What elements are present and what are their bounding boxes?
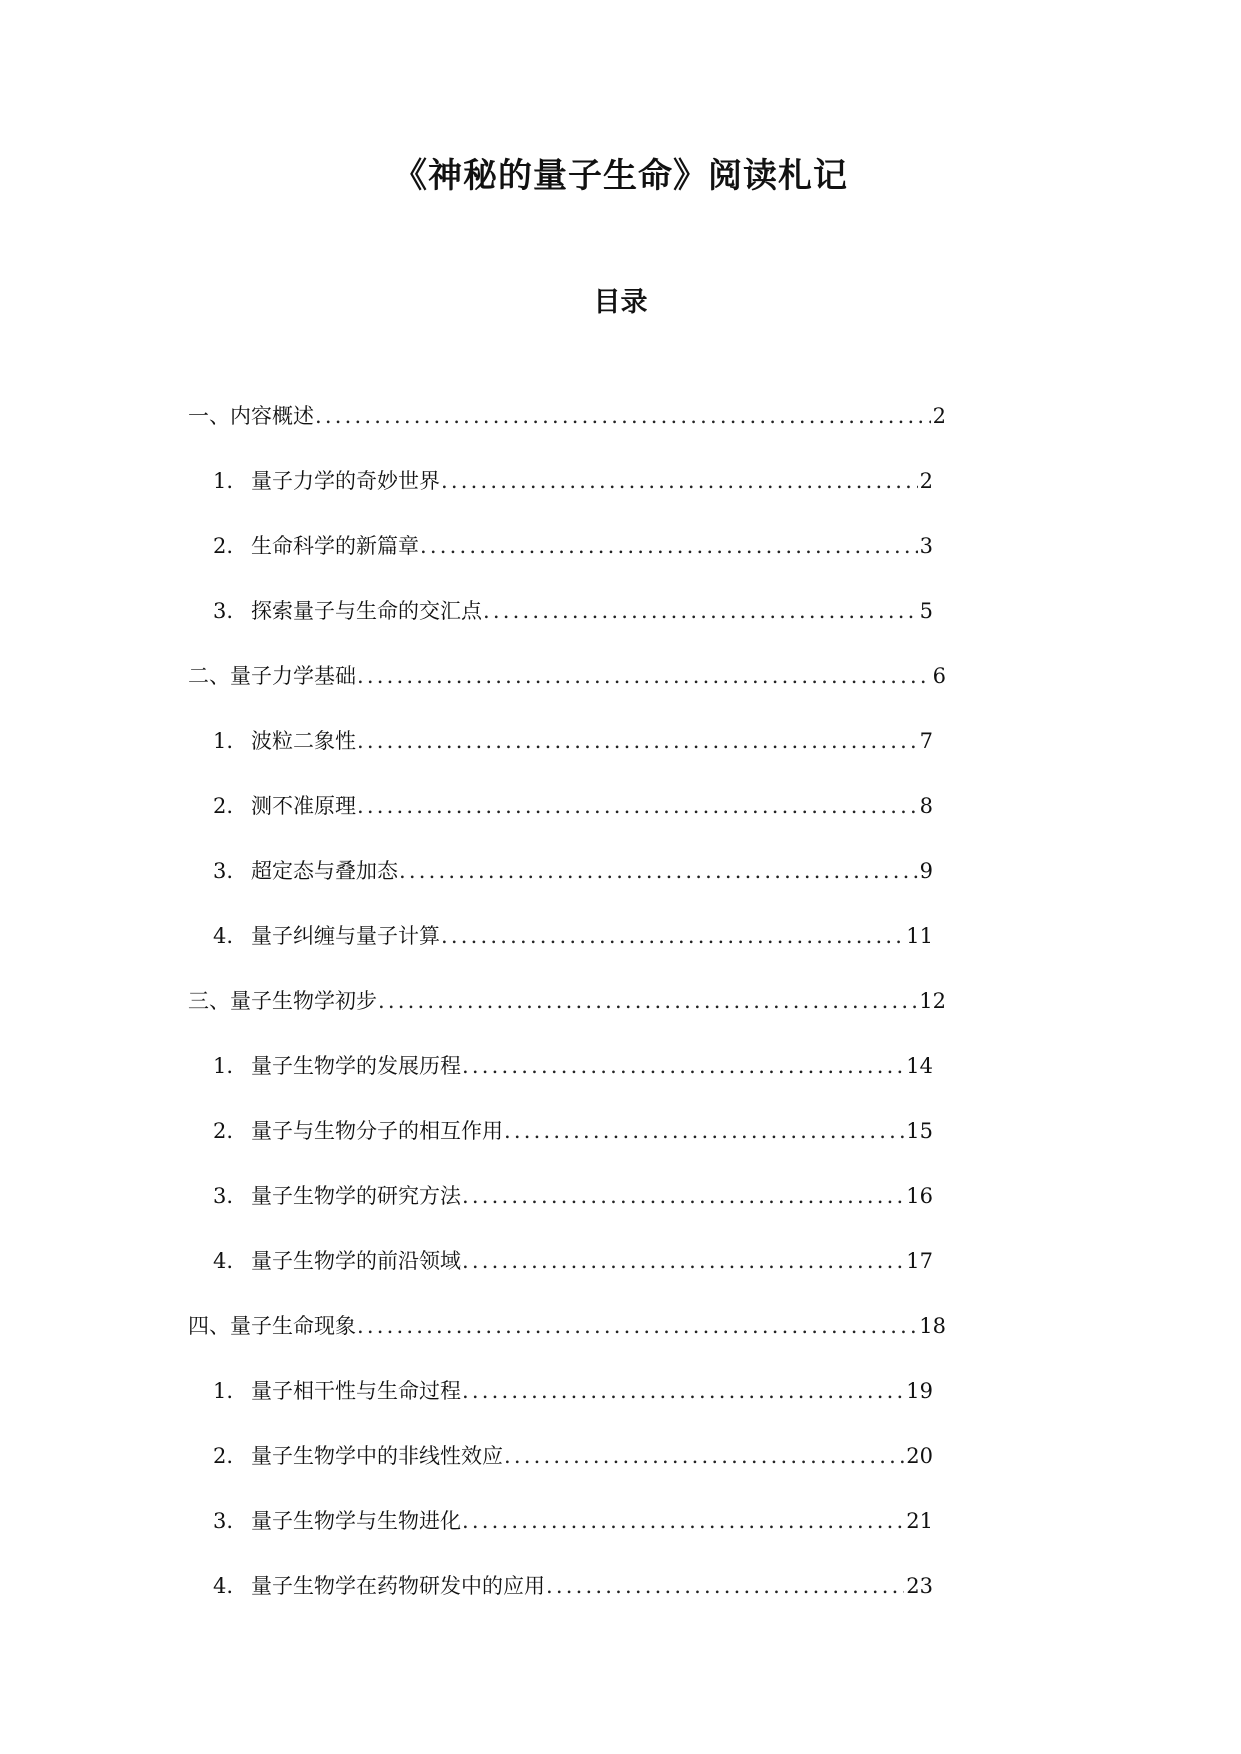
toc-page-number: 9: [919, 858, 933, 883]
toc-entry-text: 量子生物学中的非线性效应: [251, 1443, 503, 1468]
toc-page-number: 19: [906, 1378, 933, 1403]
toc-dot-leader: [420, 531, 918, 561]
toc-subsection-entry[interactable]: [213, 1033, 933, 1098]
toc-entry-number: 3.: [213, 598, 234, 623]
toc-page-number: 6: [932, 663, 946, 688]
toc-heading: 目录: [593, 287, 648, 318]
toc-section-entry[interactable]: [188, 968, 946, 1033]
toc-subsection-entry[interactable]: [213, 838, 933, 903]
toc-subsection-entry[interactable]: [213, 1358, 933, 1423]
toc-page-number: 2: [932, 403, 946, 428]
toc-entry-number: 4.: [213, 1248, 234, 1273]
toc-dot-leader: [483, 596, 918, 626]
toc-entry-number: 3.: [213, 1183, 234, 1208]
toc-page-number: 20: [906, 1443, 933, 1468]
toc-dot-leader: [504, 1441, 904, 1471]
toc-page-number: 3: [919, 533, 933, 558]
toc-page-number: 21: [906, 1508, 933, 1533]
table-of-contents: [0, 383, 1241, 1618]
toc-subsection-entry[interactable]: [213, 773, 933, 838]
toc-entry-text: 四、量子生命现象: [188, 1313, 356, 1338]
toc-entry-text: 量子生物学的发展历程: [251, 1053, 461, 1078]
toc-entry-text: 量子生物学的研究方法: [251, 1183, 461, 1208]
toc-section-entry[interactable]: [188, 383, 946, 448]
toc-entry-text: 量子力学的奇妙世界: [251, 468, 440, 493]
toc-page-number: 5: [919, 598, 933, 623]
toc-subsection-entry[interactable]: [213, 1098, 933, 1163]
toc-entry-text: 三、量子生物学初步: [188, 988, 377, 1013]
toc-subsection-entry[interactable]: [213, 1488, 933, 1553]
toc-subsection-entry[interactable]: [213, 1163, 933, 1228]
toc-subsection-entry[interactable]: [213, 1228, 933, 1293]
toc-dot-leader: [357, 791, 918, 821]
toc-dot-leader: [357, 726, 918, 756]
toc-entry-text: 测不准原理: [251, 793, 356, 818]
toc-dot-leader: [399, 856, 918, 886]
toc-entry-number: 3.: [213, 1508, 234, 1533]
toc-dot-leader: [462, 1181, 904, 1211]
toc-dot-leader: [462, 1376, 904, 1406]
toc-entry-text: 量子与生物分子的相互作用: [251, 1118, 503, 1143]
toc-entry-text: 波粒二象性: [251, 728, 356, 753]
toc-entry-number: 3.: [213, 858, 234, 883]
toc-dot-leader: [315, 401, 931, 431]
toc-entry-text: 超定态与叠加态: [251, 858, 398, 883]
toc-entry-number: 1.: [213, 468, 234, 493]
toc-entry-number: 4.: [213, 923, 234, 948]
toc-dot-leader: [546, 1571, 904, 1601]
toc-page-number: 18: [919, 1313, 946, 1338]
toc-page-number: 14: [906, 1053, 933, 1078]
toc-subsection-entry[interactable]: [213, 448, 933, 513]
toc-page-number: 2: [919, 468, 933, 493]
toc-subsection-entry[interactable]: [213, 1553, 933, 1618]
toc-page-number: 23: [906, 1573, 933, 1598]
toc-page-number: 8: [919, 793, 933, 818]
toc-section-entry[interactable]: [188, 1293, 946, 1358]
toc-entry-number: 2.: [213, 1443, 234, 1468]
toc-page-number: 11: [906, 923, 933, 948]
toc-subsection-entry[interactable]: [213, 1423, 933, 1488]
document-title: 《神秘的量子生命》阅读札记: [393, 156, 848, 196]
toc-page-number: 15: [906, 1118, 933, 1143]
toc-dot-leader: [441, 466, 918, 496]
toc-entry-number: 1.: [213, 1378, 234, 1403]
toc-entry-text: 量子纠缠与量子计算: [251, 923, 440, 948]
toc-subsection-entry[interactable]: [213, 578, 933, 643]
toc-entry-number: 4.: [213, 1573, 234, 1598]
toc-entry-text: 生命科学的新篇章: [251, 533, 419, 558]
toc-subsection-entry[interactable]: [213, 903, 933, 968]
toc-entry-number: 2.: [213, 533, 234, 558]
toc-entry-text: 二、量子力学基础: [188, 663, 356, 688]
toc-section-entry[interactable]: [188, 643, 946, 708]
toc-entry-text: 量子生物学的前沿领域: [251, 1248, 461, 1273]
toc-dot-leader: [357, 1311, 917, 1341]
toc-entry-text: 一、内容概述: [188, 403, 314, 428]
toc-entry-text: 量子生物学在药物研发中的应用: [251, 1573, 545, 1598]
toc-dot-leader: [462, 1506, 904, 1536]
toc-page-number: 7: [919, 728, 933, 753]
toc-page-number: 12: [919, 988, 946, 1013]
toc-page-number: 17: [906, 1248, 933, 1273]
toc-dot-leader: [504, 1116, 904, 1146]
toc-entry-text: 探索量子与生命的交汇点: [251, 598, 482, 623]
toc-entry-number: 1.: [213, 728, 234, 753]
toc-subsection-entry[interactable]: [213, 708, 933, 773]
toc-entry-text: 量子生物学与生物进化: [251, 1508, 461, 1533]
toc-dot-leader: [462, 1246, 904, 1276]
toc-dot-leader: [462, 1051, 904, 1081]
toc-entry-text: 量子相干性与生命过程: [251, 1378, 461, 1403]
toc-subsection-entry[interactable]: [213, 513, 933, 578]
toc-dot-leader: [441, 921, 904, 951]
toc-dot-leader: [378, 986, 917, 1016]
toc-dot-leader: [357, 661, 931, 691]
toc-entry-number: 1.: [213, 1053, 234, 1078]
toc-entry-number: 2.: [213, 793, 234, 818]
toc-entry-number: 2.: [213, 1118, 234, 1143]
toc-page-number: 16: [906, 1183, 933, 1208]
